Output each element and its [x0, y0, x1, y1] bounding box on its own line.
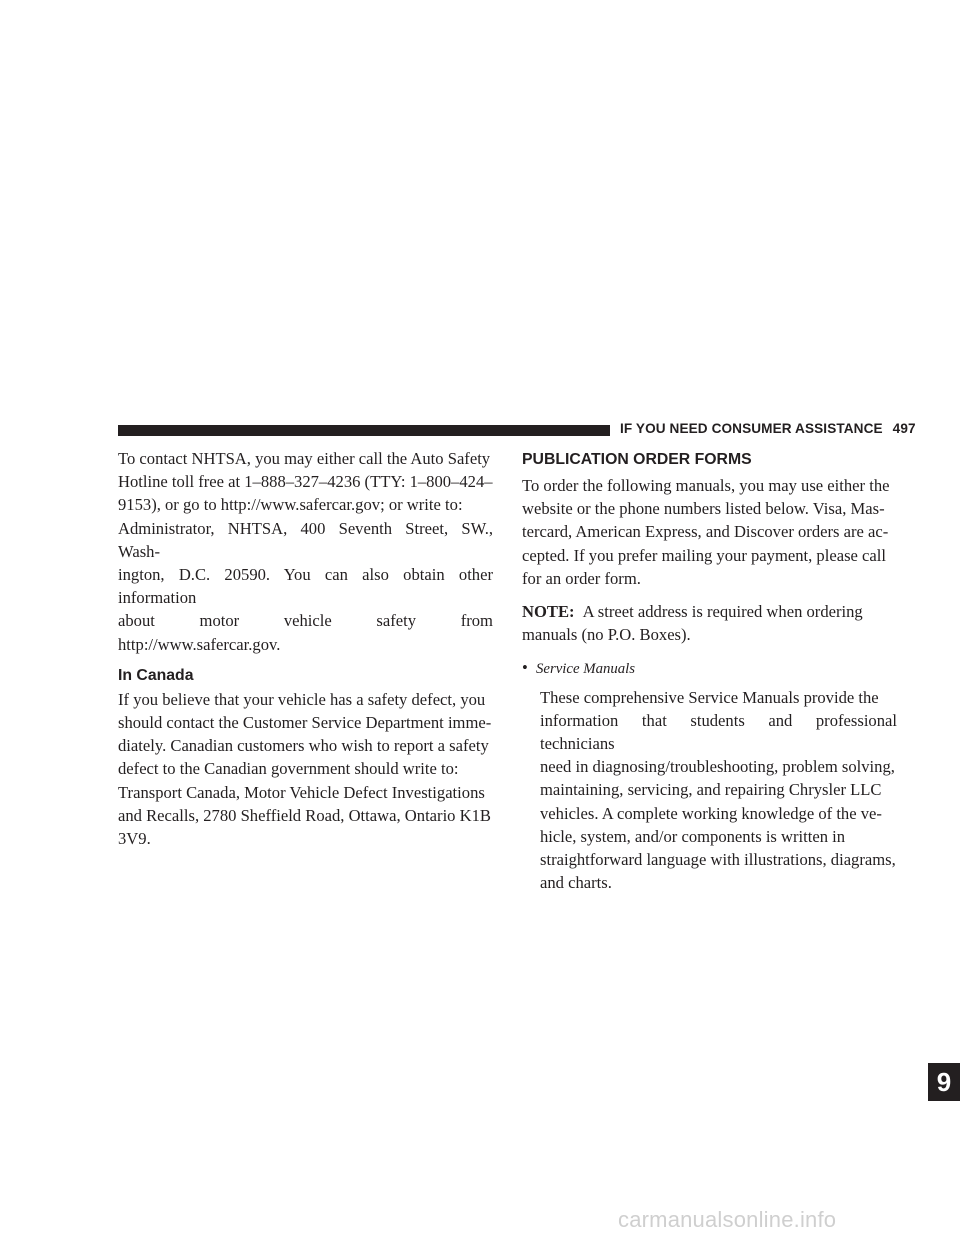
text-line: information that students and professional technicians [540, 710, 897, 754]
section-heading-publication-order-forms: PUBLICATION ORDER FORMS [522, 451, 752, 468]
text-line: vehicles. A complete working knowledge of the ve- [540, 803, 882, 823]
text-line [522, 600, 897, 623]
bullet-item-service-manuals: Service Manuals [536, 661, 636, 678]
text-line: ington, D.C. 20590. You can also obtain other information [118, 565, 493, 608]
bullet-icon: • [522, 658, 528, 678]
text-line: Administrator, NHTSA, 400 Seventh Street, SW., Wash- [118, 518, 493, 561]
service-manuals-paragraph [540, 686, 897, 895]
right-column [522, 447, 897, 894]
text-line: To order the following manuals, you may use either the [522, 476, 890, 495]
list-item [522, 656, 897, 681]
text-line: and charts. [540, 873, 612, 893]
text-line: website or the phone numbers listed below. Visa, Mas- [522, 499, 885, 519]
text-line: 9153), or go to http://www.safercar.gov; or write to: [118, 495, 463, 515]
text-line: diately. Canadian customers who wish to report a safety [118, 736, 489, 756]
canada-paragraph [118, 688, 493, 850]
text-line: for an order form. [522, 568, 641, 588]
text-line: These comprehensive Service Manuals provide the [540, 687, 879, 707]
word: vehicle [283, 611, 332, 631]
note-text: A street address is required when ordering [582, 602, 863, 622]
word: safety [376, 611, 417, 631]
page-number: 497 [892, 421, 916, 436]
text-line: cepted. If you prefer mailing your payment, please call [522, 545, 886, 565]
order-paragraph [522, 474, 897, 590]
word: motor [199, 611, 240, 631]
text-line: tercard, American Express, and Discover orders are ac- [522, 522, 889, 542]
text-line: If you believe that your vehicle has a safety defect, you [118, 689, 486, 709]
text-line: defect to the Canadian government should write to: [118, 759, 459, 779]
word: from [460, 611, 493, 631]
nhtsa-contact-paragraph [118, 447, 493, 656]
running-title: IF YOU NEED CONSUMER ASSISTANCE [620, 421, 883, 436]
left-column [118, 447, 493, 850]
note-paragraph [522, 600, 897, 646]
text-line: To contact NHTSA, you may either call the Auto Safety [118, 449, 491, 468]
header-rule [118, 425, 610, 436]
chapter-tab: 9 [928, 1063, 960, 1101]
note-label: NOTE: [522, 602, 575, 622]
text-line: should contact the Customer Service Department imme- [118, 713, 492, 733]
running-header [620, 421, 916, 441]
text-line: manuals (no P.O. Boxes). [522, 625, 691, 645]
text-line: straightforward language with illustrations, diagrams, [540, 850, 896, 870]
text-line [118, 609, 493, 632]
text-line: http://www.safercar.gov. [118, 634, 281, 654]
text-line: Hotline toll free at 1–888–327–4236 (TTY: 1–800–424– [118, 472, 493, 492]
text-line: 3V9. [118, 829, 151, 849]
text-line: Transport Canada, Motor Vehicle Defect Investigations [118, 782, 485, 802]
word: about [118, 611, 155, 631]
text-line: need in diagnosing/troubleshooting, problem solving, [540, 757, 895, 777]
text-line: and Recalls, 2780 Sheffield Road, Ottawa, Ontario K1B [118, 805, 491, 825]
section-heading-canada: In Canada [118, 666, 194, 684]
text-line: maintaining, servicing, and repairing Chrysler LLC [540, 780, 882, 800]
watermark-text: carmanualsonline.info [618, 1207, 837, 1232]
text-line: hicle, system, and/or components is written in [540, 826, 846, 846]
